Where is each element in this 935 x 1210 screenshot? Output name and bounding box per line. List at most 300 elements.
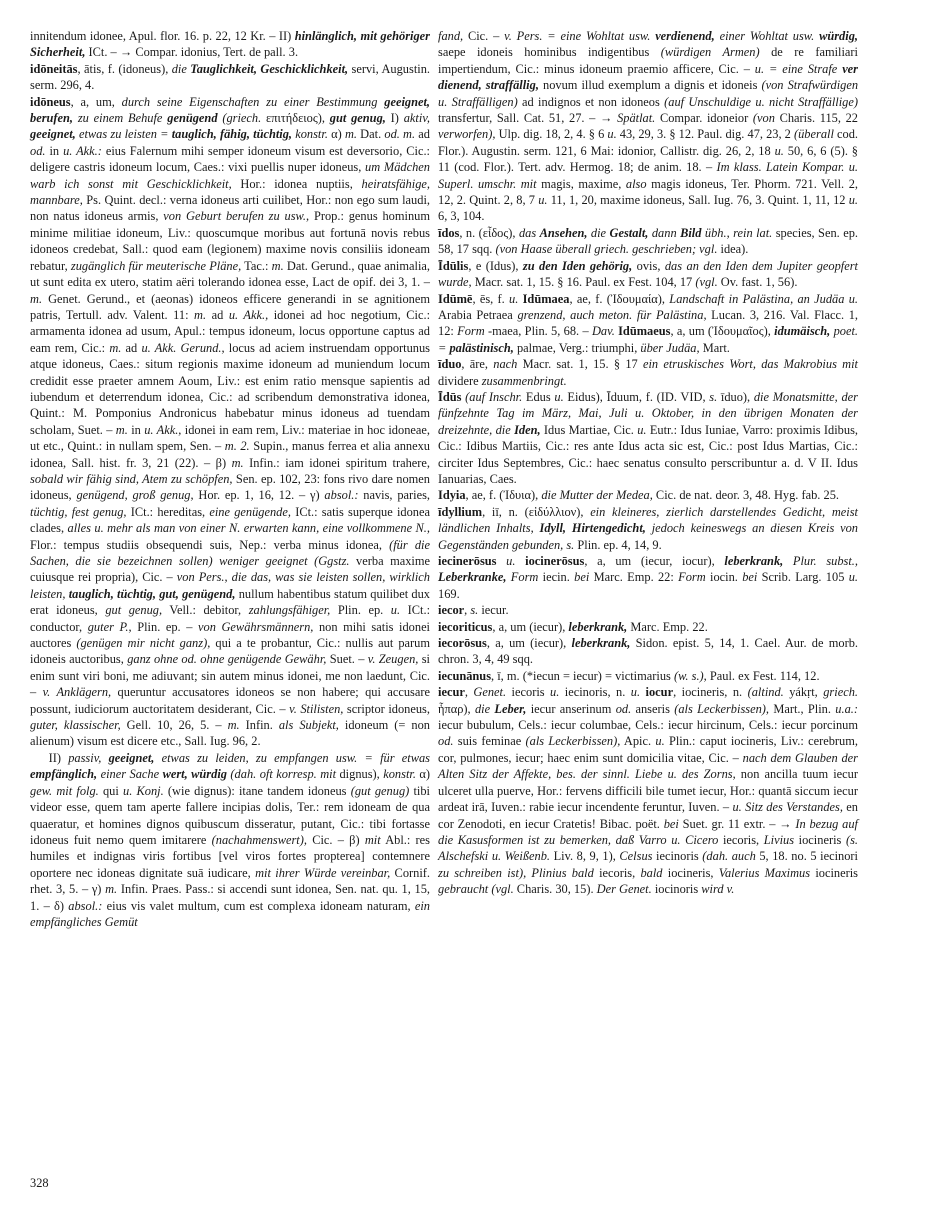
entry-text: (w. s.), bbox=[673, 668, 707, 683]
entry-text: 5, 18. no. 5 iecinori bbox=[755, 849, 858, 864]
headword: īdos bbox=[438, 225, 460, 240]
entry-text: sobald wir fähig sind, Atem zu schöpfen, bbox=[30, 471, 233, 486]
entry-text: zu einem Behufe bbox=[73, 111, 168, 126]
entry-text: Charis. 115, 22 bbox=[774, 111, 858, 126]
entry-text: Scrib. Larg. 105 bbox=[757, 570, 849, 585]
entry-text: das an den Iden dem Jupiter geopfert wurde, bbox=[438, 258, 858, 290]
entry-text: Form bbox=[678, 570, 706, 585]
entry-text: , ae, f. (Ἰδυια), bbox=[465, 488, 542, 503]
entry-text: α) bbox=[331, 127, 345, 142]
entry-text: Livius bbox=[763, 832, 795, 847]
entry-text: magis, maxime, bbox=[536, 176, 626, 191]
entry-text: Cic. – β) bbox=[306, 832, 365, 847]
entry-text: u. bbox=[848, 570, 859, 585]
entry-text: qui bbox=[98, 783, 124, 798]
entry-text: iocineris, bbox=[662, 865, 719, 880]
entry-text: palästinisch, bbox=[449, 340, 514, 355]
entry-text: ICt.: hereditas, bbox=[126, 504, 210, 519]
entry-text: Genet. bbox=[473, 685, 507, 700]
entry-text: m. bbox=[271, 258, 284, 273]
entry-text: , e (Idus), bbox=[468, 258, 523, 273]
entry-text: Dat. bbox=[356, 127, 385, 142]
headword: iocur bbox=[640, 685, 674, 700]
entry-text: ICt.: conductor, bbox=[30, 603, 431, 634]
entry-text: nach bbox=[493, 357, 518, 372]
entry-text: guter, klassischer, bbox=[30, 718, 121, 733]
entry-text: verdienend, bbox=[655, 29, 715, 43]
entry-text: v. Zeugen, bbox=[367, 652, 419, 667]
entry-text: ovis, bbox=[632, 258, 665, 273]
entry-text: servi, Augustin. serm. 296, 4. bbox=[30, 61, 430, 93]
entry-text: mit bbox=[364, 832, 381, 847]
entry-text: jedoch keineswegs an diesen Kreis von Gegenständen gebunden, s. bbox=[438, 521, 858, 552]
headword: idōneitās bbox=[30, 61, 78, 76]
entry-text: von Geburt berufen zu usw., bbox=[163, 209, 310, 224]
entry-text: Paul. ex Fest. 114, 12. bbox=[706, 668, 820, 683]
entry-text: si enim sunt viri boni, me adiuvant; sin autem minus idonei, me non laedunt, Cic. – bbox=[30, 652, 430, 700]
entry-text: bei bbox=[663, 816, 679, 831]
entry-text: m. 2. bbox=[224, 439, 250, 454]
entry-text: etwas zu leiden, zu empfangen usw. = für etwas bbox=[154, 750, 430, 765]
entry-text: m. bbox=[194, 307, 207, 322]
entry-text: absol.: bbox=[68, 898, 103, 913]
entry-text: aktiv, bbox=[403, 111, 430, 126]
entry-text: , iocineris, n. bbox=[673, 685, 748, 700]
dictionary-entry bbox=[438, 28, 858, 225]
entry-text: also bbox=[625, 176, 647, 191]
entry-text: u. bbox=[630, 685, 641, 700]
entry-text: nach dem Glauben der Alten Sitz der Affekte, bes. der sinnl. Liebe u. des Zorns, bbox=[438, 750, 858, 782]
entry-text: übh., rein lat. bbox=[701, 225, 773, 240]
entry-text: Liv. 8, 9, 1), bbox=[550, 849, 620, 864]
entry-text: ein empfängliches Gemüt bbox=[30, 898, 430, 929]
entry-text: Cornif. rhet. 3, 5. – γ) bbox=[30, 865, 430, 897]
entry-text: s. bbox=[470, 603, 479, 618]
entry-text: ICt.: satis superque idonea clades, bbox=[30, 504, 430, 536]
entry-text: Dat. Gerund., quae animalia, ut sunt edita ex utero, statim aëri tolerando idonea esse, Lact de opif. dei 3, 1. – bbox=[30, 258, 430, 290]
entry-text: zahlungsfähiger, bbox=[248, 603, 331, 618]
entry-text: Ps. Quint. decl.: verna idoneus arti cuilibet, Hor.: non ego sum laudi, non natus idoneus armis, bbox=[30, 193, 430, 224]
entry-text: Plin. ep. 4, 14, 9. bbox=[574, 537, 662, 552]
entry-text: α) bbox=[415, 767, 431, 782]
entry-text: u. bbox=[550, 685, 560, 700]
entry-text: konstr. bbox=[292, 127, 332, 142]
entry-text: iocinoris bbox=[651, 882, 702, 897]
entry-text: iecinoris bbox=[652, 849, 703, 864]
entry-text: u. bbox=[655, 734, 665, 749]
entry-text: leberkrank, bbox=[568, 619, 628, 634]
entry-text: gebraucht (vgl. bbox=[438, 882, 514, 897]
entry-text: II) bbox=[48, 750, 69, 765]
entry-text: scriptor idoneus, bbox=[343, 701, 430, 716]
entry-text: Dav. bbox=[591, 324, 615, 339]
entry-text: ganz ohne od. ohne genügende Gewähr, bbox=[127, 652, 327, 667]
entry-text: , ī, m. (*iecun = iecur) = victimarius bbox=[491, 668, 674, 683]
entry-text: , ae, f. (Ἰδουμαία), bbox=[569, 291, 670, 306]
entry-text: (auf Inschr. bbox=[461, 389, 523, 404]
entry-text: (auf Unschuldige u. nicht Straffällige) bbox=[664, 94, 858, 109]
entry-text: I) bbox=[385, 111, 404, 126]
entry-text: Leber, bbox=[494, 701, 527, 716]
entry-text: cod. Flor.). Augustin. serm. 121, 6 Mai: idonior, Callistr. dig. 26, 2, 18 bbox=[438, 127, 858, 158]
entry-text: wird v. bbox=[701, 882, 735, 897]
headword: iecorōsus bbox=[438, 636, 487, 651]
entry-text: (als Leckerbissen), bbox=[674, 701, 770, 716]
entry-text: od. bbox=[30, 143, 46, 158]
entry-text: u. bbox=[496, 554, 526, 568]
entry-text: Spätlat. bbox=[617, 111, 656, 126]
entry-text: mit ihrer Würde vereinbar, bbox=[255, 865, 391, 880]
entry-text: magis idoneus, Ter. Phorm. 721. Vell. 2, 12, 2. Quint. 2, 8, 7 bbox=[438, 176, 858, 208]
entry-text: fand, bbox=[438, 29, 464, 43]
entry-text: Genet. Gerund., et (aeonas) idoneos efficere generandi in se agnitionem patris, Tertull. adv. Valent. 11: bbox=[30, 291, 430, 322]
entry-text: (gut genug) bbox=[350, 783, 410, 798]
entry-text: (als Leckerbissen), bbox=[525, 734, 621, 749]
entry-text: tüchtig, fest genug, bbox=[30, 504, 127, 519]
entry-text: m. bbox=[344, 127, 357, 142]
entry-text: , n. (εἶδος), bbox=[459, 225, 519, 240]
entry-text: Abl.: res humiles et indignas viris fortibus [vel viros fortes propterea] contemnere oportere nec idoneas dignitate suā iudicare, bbox=[30, 832, 430, 880]
entry-text: dignus), bbox=[336, 767, 384, 782]
dictionary-entry bbox=[30, 94, 430, 750]
headword: īduo bbox=[438, 357, 462, 372]
entry-text: idonei in eam rem, Liv.: materiae in hoc idoneae, ut etc., Quint.: in nullam spem, Sen. – bbox=[30, 422, 430, 454]
entry-text: leberkrank, bbox=[724, 554, 784, 568]
entry-text: m. bbox=[105, 882, 118, 897]
entry-text: verba maxime cuiusque rei propria), Cic. – bbox=[30, 554, 430, 585]
entry-text: die bbox=[474, 701, 495, 716]
entry-text: de re familiari impertiendum, Cic.: minus idoneum praemio afficere, Cic. – bbox=[438, 45, 858, 76]
entry-text: Form bbox=[457, 324, 485, 339]
entry-text: dann bbox=[648, 225, 681, 240]
entry-text: konstr. bbox=[383, 767, 416, 782]
entry-text: -maea, Plin. 5, 68. – bbox=[484, 324, 592, 339]
entry-text: durch seine Eigenschaften zu einer Bestimmung bbox=[121, 94, 385, 109]
entry-text: verworfen), bbox=[438, 127, 496, 142]
entry-text: 50, 6, 6 (5). § 11 (cod. Flor.). Tert. adv. Hermog. 18; de anim. 18. – bbox=[438, 143, 858, 175]
entry-text: (vgl. bbox=[695, 275, 718, 290]
dictionary-entry bbox=[438, 504, 858, 553]
entry-text: v. Stilisten, bbox=[289, 701, 344, 716]
entry-text: , iī, n. (εἰδύλλιον), bbox=[482, 504, 591, 519]
entry-text: innitendum idonee, Apul. flor. 16. p. 22, 12 Kr. – II) bbox=[30, 29, 295, 43]
entry-text: als Subjekt, bbox=[278, 718, 339, 733]
entry-text: eine genügende, bbox=[209, 504, 291, 519]
entry-text: (von bbox=[752, 111, 775, 126]
entry-text: bald bbox=[640, 865, 663, 880]
entry-text: iecin. bbox=[538, 570, 575, 585]
entry-text: Arabia Petraea bbox=[438, 307, 518, 322]
entry-text: iocin. bbox=[705, 570, 743, 585]
entry-text: ICt. – → Compar. idonius, Tert. de pall. 3. bbox=[85, 45, 299, 60]
entry-text: u.a.: bbox=[835, 701, 858, 716]
dictionary-entry bbox=[30, 750, 430, 930]
entry-text: locus ad aciem instruendam opportunus atque idoneus, Caes.: situm regionis maxime idoneum ad muniendum locum credidit esse praeter amnem Aoum, Liv.: est enim ratio mensque sapientis ad iubendum et deterrendum idonea, Cic.: ad scribendum demonstrativa idonea, Quint.: M. Pomponius Andronicus habebatur minus idoneus ad tuendam scholam, Suet. – bbox=[30, 340, 430, 437]
entry-text: Landschaft in Palästina, an Judäa u. bbox=[669, 291, 858, 306]
entry-text: , bbox=[464, 685, 474, 700]
entry-text: (altind. bbox=[747, 685, 784, 700]
entry-text: Iden, bbox=[514, 422, 541, 437]
entry-text: u. bbox=[509, 291, 519, 306]
entry-text: hinlänglich, mit gehöriger Sicherheit, bbox=[30, 29, 430, 60]
entry-text: bei bbox=[742, 570, 758, 585]
entry-text: Plin. ep. bbox=[330, 603, 391, 618]
entry-text: od. m. bbox=[384, 127, 416, 142]
entry-text: von Pers., die das, was sie leisten sollen, wirklich leisten, bbox=[30, 570, 430, 601]
entry-text: 43, 29, 3. § 12. Paul. dig. 47, 23, 2 bbox=[616, 127, 794, 142]
entry-text: Suet. – bbox=[326, 652, 368, 667]
entry-text: iocineris bbox=[794, 832, 846, 847]
entry-text: ad bbox=[415, 127, 430, 142]
entry-text: Infin.: iam idonei spiritum trahere, bbox=[243, 455, 430, 470]
entry-text: u. bbox=[637, 422, 647, 437]
entry-text: ein etruskisches Wort, das Makrobius mit bbox=[642, 357, 858, 372]
entry-text: geeignet, bbox=[30, 127, 76, 142]
headword: iecunānus bbox=[438, 668, 492, 683]
entry-text: Vell.: debitor, bbox=[162, 603, 249, 618]
entry-text: , āre, bbox=[461, 357, 494, 372]
entry-text: , a, um, bbox=[70, 94, 122, 109]
entry-text: Marc. Emp. 22: bbox=[589, 570, 679, 585]
entry-text: , a, um (Ἰδουμαῖος), bbox=[670, 324, 775, 339]
entry-text: bei bbox=[574, 570, 590, 585]
headword: Idūmē bbox=[438, 291, 473, 306]
dictionary-entry bbox=[438, 356, 858, 389]
entry-text: Sen. ep. 102, 23: fons rivo dare nomen idoneus, bbox=[30, 471, 431, 503]
entry-text: , ēs, f. bbox=[472, 291, 510, 306]
entry-text: Idus Martiae, Cic. bbox=[540, 422, 638, 437]
entry-text: würdig, bbox=[819, 29, 858, 43]
entry-text: Sidon. epist. 5, 14, 1. Cael. Aur. de morb. chron. 3, 4, 49 sqq. bbox=[438, 636, 858, 667]
entry-text: empfänglich, bbox=[30, 767, 98, 782]
entry-text: u. bbox=[848, 193, 858, 208]
entry-text: Edus bbox=[522, 389, 555, 404]
headword: Īdūs bbox=[438, 389, 462, 404]
entry-text: iecur bubulum, Cels.: iecur columbae, Cels.: iecur hircinum, Cels.: iecur porcinum bbox=[438, 718, 858, 733]
entry-text: iecinoris, n. bbox=[559, 685, 631, 700]
left-column bbox=[30, 28, 430, 930]
entry-text: yákṛt, bbox=[783, 685, 824, 700]
entry-text: einer Sache bbox=[97, 767, 163, 782]
entry-text: zusammenbringt. bbox=[481, 373, 567, 388]
entry-text: Valerius Maximus bbox=[718, 865, 811, 880]
entry-text: u. Sitz des Verstandes, bbox=[732, 800, 843, 815]
entry-text: (wie dignus): itane tandem idoneus bbox=[163, 783, 351, 798]
entry-text: non mihi satis idonei auctores bbox=[30, 619, 431, 651]
entry-text: m. bbox=[227, 718, 240, 733]
entry-text: zugänglich für meuterische Pläne, bbox=[70, 258, 242, 273]
entry-text: Mart. bbox=[699, 340, 730, 355]
entry-text: , ātis, f. (idoneus), bbox=[77, 61, 172, 76]
entry-text: tauglich, fähig, tüchtig, bbox=[171, 127, 293, 142]
entry-text: επιτήδειος), bbox=[266, 111, 330, 126]
entry-text: , bbox=[464, 603, 471, 618]
entry-text: u. Akk., bbox=[228, 307, 269, 322]
dictionary-entry bbox=[438, 258, 858, 291]
entry-text: saepe idoneis hominibus indigentibus bbox=[438, 45, 661, 60]
entry-text: u. Akk.: bbox=[63, 143, 102, 158]
entry-text: die bbox=[171, 61, 191, 76]
entry-text: poet. = bbox=[438, 324, 859, 355]
entry-text: s. bbox=[709, 389, 718, 404]
entry-text: zu den Iden gehörig, bbox=[522, 258, 633, 273]
entry-text: wert, würdig bbox=[162, 767, 227, 782]
entry-text: Plin.: caput iocineris, Liv.: cerebrum, cor, pulmones, iecur; haec enim sunt domicilia vitae, Cic. – bbox=[438, 734, 858, 765]
entry-text: (nachahmenswert), bbox=[211, 832, 307, 847]
entry-text: tauglich, tüchtig, gut, genügend, bbox=[68, 586, 236, 601]
entry-text: Flor.: tempus studiis obsequendi suis, Nep.: verba minus idonea, bbox=[30, 537, 390, 552]
dictionary-entry bbox=[438, 487, 858, 503]
entry-text: m. bbox=[109, 340, 122, 355]
entry-text: u. Akk., bbox=[144, 422, 182, 437]
entry-text: (für die Sachen, die sie bezeichnen sollen) weniger geeignet (Ggstz. bbox=[30, 537, 430, 568]
entry-text: non ancilla tuum iecur ulceret ulla puerve, Hor.: fervens difficili bile tumet iecur, Hor.: quantā siccum iecur ardeat irā, Iuven.: rabie iecur incendente feruntur, Iuven. – bbox=[438, 767, 858, 815]
entry-text: das bbox=[518, 225, 540, 240]
entry-text: Ansehen, bbox=[539, 225, 588, 240]
entry-text: gut genug, bbox=[329, 111, 386, 126]
entry-text: passiv, bbox=[68, 750, 109, 765]
entry-text: u. bbox=[538, 193, 548, 208]
right-column bbox=[438, 28, 858, 898]
entry-text: ad bbox=[206, 307, 229, 322]
entry-text: iecur. bbox=[478, 603, 509, 618]
entry-text: griech. bbox=[823, 685, 858, 700]
entry-text: Marc. Emp. 22. bbox=[627, 619, 708, 634]
entry-text: u. bbox=[390, 603, 401, 618]
dictionary-entry bbox=[30, 61, 430, 94]
headword: Īdūlis bbox=[438, 258, 469, 273]
entry-text: Apic. bbox=[620, 734, 656, 749]
entry-text: Compar. idoneior bbox=[655, 111, 753, 126]
entry-text: Form bbox=[506, 570, 539, 585]
entry-text: geeignet, berufen, bbox=[30, 94, 431, 126]
entry-text: Plin. ep. – bbox=[131, 619, 199, 634]
entry-text: die Mutter der Medea, bbox=[541, 488, 653, 503]
entry-text: Cic. – bbox=[463, 29, 505, 43]
entry-text: Ulp. dig. 18, 2, 4. § 6 bbox=[495, 127, 608, 142]
entry-text: u. Akk. Gerund., bbox=[141, 340, 225, 355]
entry-text: genügend bbox=[167, 111, 218, 126]
entry-text: absol.: bbox=[324, 488, 359, 503]
dictionary-entry bbox=[438, 389, 858, 487]
entry-text: u. Konj. bbox=[123, 783, 164, 798]
entry-text: (würdigen Armen) bbox=[660, 45, 760, 60]
dictionary-entry bbox=[438, 635, 858, 668]
entry-text: m. bbox=[30, 291, 43, 306]
entry-text: Supin., manus ferrea et alia annexu idonea, Sall. hist. fr. 3, 21 (22). – β) bbox=[30, 439, 430, 470]
entry-text: ein kleineres, zierlich darstellendes Gedicht, meist ländlichen Inhalts, bbox=[438, 504, 858, 536]
entry-text: ad bbox=[121, 340, 142, 355]
entry-text: species, Sen. ep. 58, 17 sqq. bbox=[438, 225, 858, 257]
entry-text: ad indignos et non idoneos bbox=[517, 94, 665, 109]
entry-text: Im klass. Latein Kompar. u. Superl. umschr. mit bbox=[438, 160, 858, 191]
entry-text: anseris bbox=[631, 701, 675, 716]
entry-text: Infin. Praes. Pass.: si accendi sunt idonea, Sen. nat. qu. 1, 15, 1. – δ) bbox=[30, 882, 430, 913]
entry-text: iocineris bbox=[810, 865, 858, 880]
entry-text: Suet. gr. 11 extr. – → bbox=[678, 816, 796, 831]
entry-text: über Judäa, bbox=[640, 340, 700, 355]
entry-text: etwas zu leisten = bbox=[75, 127, 172, 142]
entry-text: in bbox=[45, 143, 64, 158]
entry-text: idea). bbox=[717, 242, 749, 257]
entry-text: Tac.: bbox=[241, 258, 272, 273]
entry-text: von Gewährsmännern, bbox=[198, 619, 314, 634]
entry-text: heiratsfähige, mannbare, bbox=[30, 176, 430, 208]
entry-text: grenzend, auch meton. für Palästina, bbox=[517, 307, 707, 322]
headword: iecinerōsus bbox=[438, 554, 497, 568]
entry-text: genügend, groß genug, bbox=[76, 488, 194, 503]
entry-text: palmae, Verg.: triumphi, bbox=[513, 340, 641, 355]
headword: iocinerōsus bbox=[525, 554, 585, 568]
entry-text: Ov. fast. 1, 56). bbox=[717, 275, 798, 290]
entry-text: iecoris, bbox=[718, 832, 764, 847]
entry-text: v. Pers. = eine Wohltat usw. bbox=[504, 29, 656, 43]
dictionary-entry bbox=[438, 291, 858, 357]
entry-text: iecoris, bbox=[593, 865, 641, 880]
entry-text: 6, 3, 104. bbox=[438, 209, 485, 224]
entry-text: Mart., Plin. bbox=[769, 701, 836, 716]
entry-text: 169. bbox=[438, 586, 460, 601]
entry-text: (von Haase überall griech. geschrieben; vgl. bbox=[495, 242, 718, 257]
entry-text: , a, um (iecur), bbox=[492, 619, 569, 634]
entry-text: die bbox=[587, 225, 610, 240]
entry-text: Gestalt, bbox=[609, 225, 649, 240]
entry-text: um Mädchen warb ich sonst mit Geschicklichkeit, bbox=[30, 160, 430, 191]
entry-text: (dah. auch bbox=[702, 849, 756, 864]
entry-text: einer Wohltat usw. bbox=[714, 29, 820, 43]
headword: Idūmaea bbox=[518, 291, 570, 306]
headword: iecor bbox=[438, 603, 465, 618]
entry-text: u. = eine Strafe bbox=[754, 61, 843, 76]
headword: iecur bbox=[438, 685, 465, 700]
entry-text: idoneum (= non alienum) visum est dicere etc., Sall. Iug. 96, 2. bbox=[30, 718, 430, 749]
entry-text: idonei ad hoc negotium, Cic.: armamenta idonea ad usum, Apul.: tempus idoneum, locus opportune captus ad eam rem, Cic.: bbox=[30, 307, 431, 355]
entry-text: qui a te probantur, Cic.: nullis aut parum idoneis auctoribus, bbox=[30, 636, 430, 667]
headword: idōneus bbox=[30, 94, 71, 109]
entry-text: iecur anserinum bbox=[526, 701, 616, 716]
entry-text: īduo), bbox=[717, 389, 754, 404]
entry-text: in bbox=[127, 422, 145, 437]
entry-text: gew. mit folg. bbox=[30, 783, 99, 798]
entry-text: 11, 1, 20, maxime idoneus, Sall. Iug. 76, 3. Quint. 1, 11, 12 bbox=[547, 193, 849, 208]
entry-text: (überall bbox=[793, 127, 834, 142]
entry-text: Macr. sat. 1, 15. § 16. Paul. ex Fest. 104, 17 bbox=[471, 275, 696, 290]
entry-text: en cor Zenodoti, en iecur Cratetis! Bibac. poët. bbox=[438, 800, 858, 831]
entry-text: In bezug auf die Kasusformen ist zu bemerken, daß Varro u. Cicero bbox=[438, 816, 858, 847]
entry-text: ἧπαρ), bbox=[438, 701, 475, 716]
entry-text: Infin. bbox=[239, 718, 279, 733]
dictionary-entry bbox=[438, 602, 858, 618]
entry-text: , a, um (iecur, iocur), bbox=[584, 554, 725, 568]
entry-text: Eutr.: Idus Iuniae, Varro: proximis Idibus, Cic.: Idibus Martiis, Cic.: res ante Idus acta sic est, Cic.: post Idus Martias, Cic.: circiter Idus Septembres, Cic.: haec senatus consulto perscribuntur a. d. V II. Idus Ianuarias, Caes. bbox=[438, 422, 858, 486]
dictionary-entry bbox=[438, 225, 858, 258]
entry-text: (genügen mir nicht ganz), bbox=[76, 636, 211, 651]
entry-text: Charis. 30, 15). bbox=[513, 882, 597, 897]
entry-text: Celsus bbox=[619, 849, 653, 864]
entry-text: iecoris bbox=[506, 685, 551, 700]
entry-text: Prop.: genus hominum minime militiae idoneum, Liv.: quoscumque moribus aut fortunā novis rebus idoneos credebat, Sall.: quod eam (legionem) maxime novis consiliis idoneam rebatur, bbox=[30, 209, 430, 273]
page-number: 328 bbox=[30, 1176, 49, 1190]
entry-text: Bild bbox=[680, 225, 702, 240]
entry-text: ver dienend, straffällig, bbox=[438, 61, 859, 93]
entry-text: Gell. 10, 26, 5. – bbox=[120, 718, 228, 733]
entry-text: u. bbox=[774, 143, 784, 158]
entry-text: Plur. subst., bbox=[783, 554, 858, 568]
entry-text: eius vis valet multum, cum est complexa idoneam naturam, bbox=[102, 898, 415, 913]
entry-text: navis, paries, bbox=[358, 488, 431, 503]
entry-text: Der Genet. bbox=[596, 882, 652, 897]
headword: Idūmaeus bbox=[614, 324, 671, 339]
